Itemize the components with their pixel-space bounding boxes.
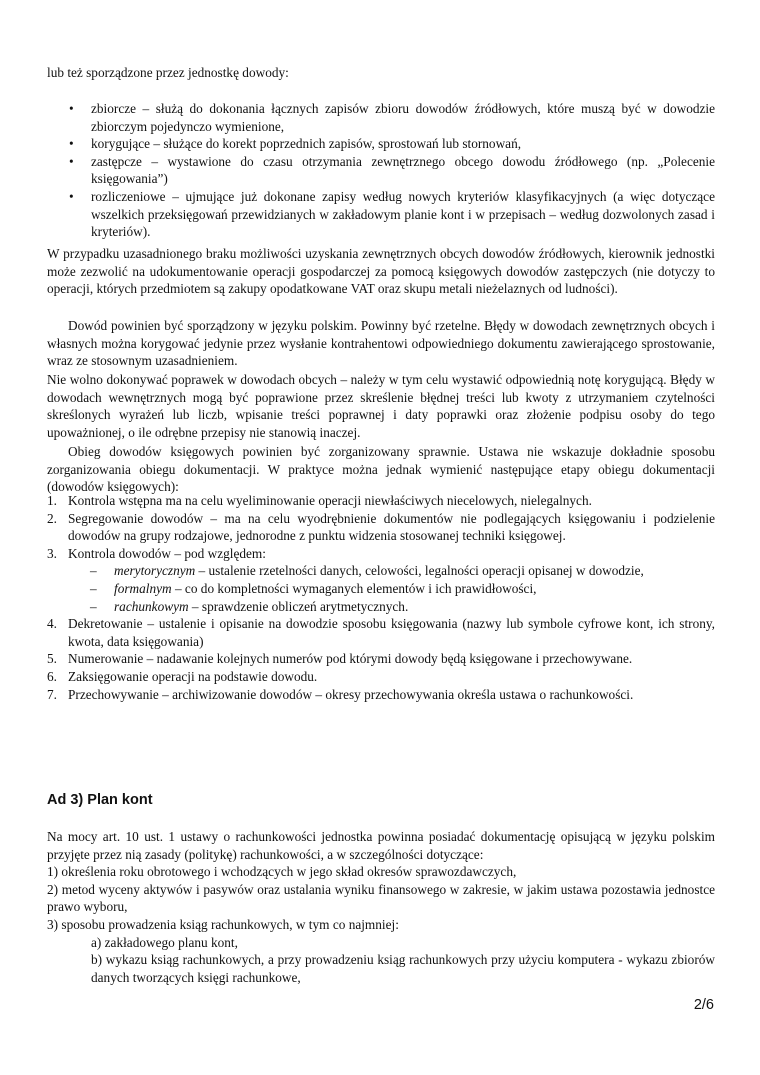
flow-steps-list [47, 492, 715, 703]
paragraph-substitute-evidence: W przypadku uzasadnionego braku możliwości uzyskania zewnętrznych obcych dowodów źródłowych, kierownik jednostki może zezwolić na udokumentowanie operacji gospodarczej za pomocą księgowych dowodów zastępczych (nie dotyczy to operacji, których przedmiotem są zakupy opodatkowane VAT oraz skupu metali nieżelaznych od ludności). [47, 246, 715, 297]
list-item: • zbiorcze – służą do dokonania łącznych zapisów zbioru dowodów źródłowych, które muszą być w dowodzie zbiorczym pojedynczo wymienione, [69, 101, 715, 134]
dash-icon: – [90, 563, 97, 579]
list-item: 5. Numerowanie – nadawanie kolejnych numerów pod którymi dowody będą księgowane i przechowywane. [47, 651, 633, 667]
plan-item-1: 1) określenia roku obrotowego i wchodzących w jego skład okresów sprawozdawczych, [47, 864, 517, 880]
plan-sub-item-b: b) wykazu ksiąg rachunkowych, a przy prowadzeniu ksiąg rachunkowych przy użyciu komputera - wykazu zbiorów danych tworzących księgi rachunkowe, [91, 952, 715, 985]
list-item: – formalnym – co do kompletności wymaganych elementów i ich prawidłowości, [90, 580, 537, 596]
bullet-icon: • [69, 153, 74, 169]
dash-icon: – [90, 580, 97, 596]
evidence-types-list [47, 100, 715, 241]
page-number: 2/6 [693, 997, 714, 1013]
list-item: 4. Dekretowanie – ustalenie i opisanie na dowodzie sposobu księgowania (nazwy lub symbole cyfrowe kont, ich strony, kwota, data księgowania) [47, 616, 715, 649]
list-item: • zastępcze – wystawione do czasu otrzymania zewnętrznego obcego dowodu źródłowego (np. „Polecenie księgowania”) [69, 153, 715, 187]
paragraph-document-flow: Obieg dowodów księgowych powinien być zorganizowany sprawnie. Ustawa nie wskazuje dokładnie sposobu zorganizowania obiegu dokumentacji. W praktyce można jednak wymienić następujące etapy obiegu dokumentacji (dowodów księgowych): [47, 444, 715, 495]
list-item: 3. Kontrola dowodów – pod względem: – merytorycznym – ustalenie rzetelności danych, celowości, legalności operacji opisanej w dowodzie, – formalnym – co do kompletności wymaganych elementów i ich prawidłowości, – rachunkowym – sprawdzenie obliczeń arytmetycznych. [47, 545, 715, 615]
list-item: 6. Zaksięgowanie operacji na podstawie dowodu. [47, 668, 318, 684]
list-item: • rozliczeniowe – ujmujące już dokonane zapisy według nowych kryteriów klasyfikacyjnych (a więc dotyczące wszelkich przeksięgowań przewidzianych w zakładowym planie kont i w przepisach – według dozwolonych zasad i kryteriów). [69, 188, 715, 240]
list-item: • korygujące – służące do korekt poprzednich zapisów, sprostowań lub stornowań, [69, 136, 522, 152]
intro-text: lub też sporządzone przez jednostkę dowody: [47, 65, 289, 80]
plan-item-2: 2) metod wyceny aktywów i pasywów oraz ustalania wyniku finansowego w zakresie, w jakim ustawa pozostawia jednostce prawo wyboru, [47, 881, 715, 915]
plan-sub-item-a: a) zakładowego planu kont, [91, 934, 238, 950]
list-item: – merytorycznym – ustalenie rzetelności danych, celowości, legalności operacji opisanej w dowodzie, [90, 563, 644, 579]
bullet-icon: • [69, 101, 74, 116]
plan-section [47, 828, 715, 986]
control-types-list [68, 562, 715, 615]
paragraph-plan: Na mocy art. 10 ust. 1 ustawy o rachunkowości jednostka powinna posiadać dokumentację opisującą w języku polskim przyjęte przez nią zasady (politykę) rachunkowości, a w szczególności dotyczące: [47, 829, 715, 862]
plan-item-3: 3) sposobu prowadzenia ksiąg rachunkowych, w tym co najmniej: [47, 916, 399, 932]
paragraph-corrections: Nie wolno dokonywać poprawek w dowodach obcych – należy w tym celu wystawić odpowiednią notę korygującą. Błędy w dowodach wewnętrznych mogą być poprawione przez skreślenie błędnej treści lub kwoty z utrzymaniem czytelności skreślonych wyrażeń lub liczb, wpisanie treści poprawnej i daty poprawki oraz złożenie podpisu osoby do tego upoważnionej, o ile odrębne przepisy nie stanowią inaczej. [47, 372, 715, 440]
bullet-icon: • [69, 188, 74, 204]
paragraph-language: Dowód powinien być sporządzony w języku polskim. Powinny być rzetelne. Błędy w dowodach zewnętrznych obcych i własnych można korygować jedynie przez wysłanie kontrahentowi odpowiedniego dokumentu zawierającego sprostowanie, wraz ze stosownym uzasadnieniem. [47, 318, 715, 369]
dash-icon: – [90, 598, 97, 614]
list-item: 2. Segregowanie dowodów – ma na celu wyodrębnienie dokumentów nie podlegających księgowaniu i podzielenie dowodów na grupy rodzajowe, jednorodne z punktu widzenia stosowanej techniki księgowej. [47, 510, 715, 544]
list-item: 7. Przechowywanie – archiwizowanie dowodów – okresy przechowywania określa ustawa o rachunkowości. [47, 686, 634, 702]
list-item: – rachunkowym – sprawdzenie obliczeń arytmetycznych. [90, 598, 409, 614]
list-item: 1. Kontrola wstępna ma na celu wyeliminowanie operacji niewłaściwych niecelowych, nielegalnych. [47, 493, 592, 508]
bullet-icon: • [69, 136, 74, 152]
section-heading: Ad 3) Plan kont [47, 792, 153, 808]
